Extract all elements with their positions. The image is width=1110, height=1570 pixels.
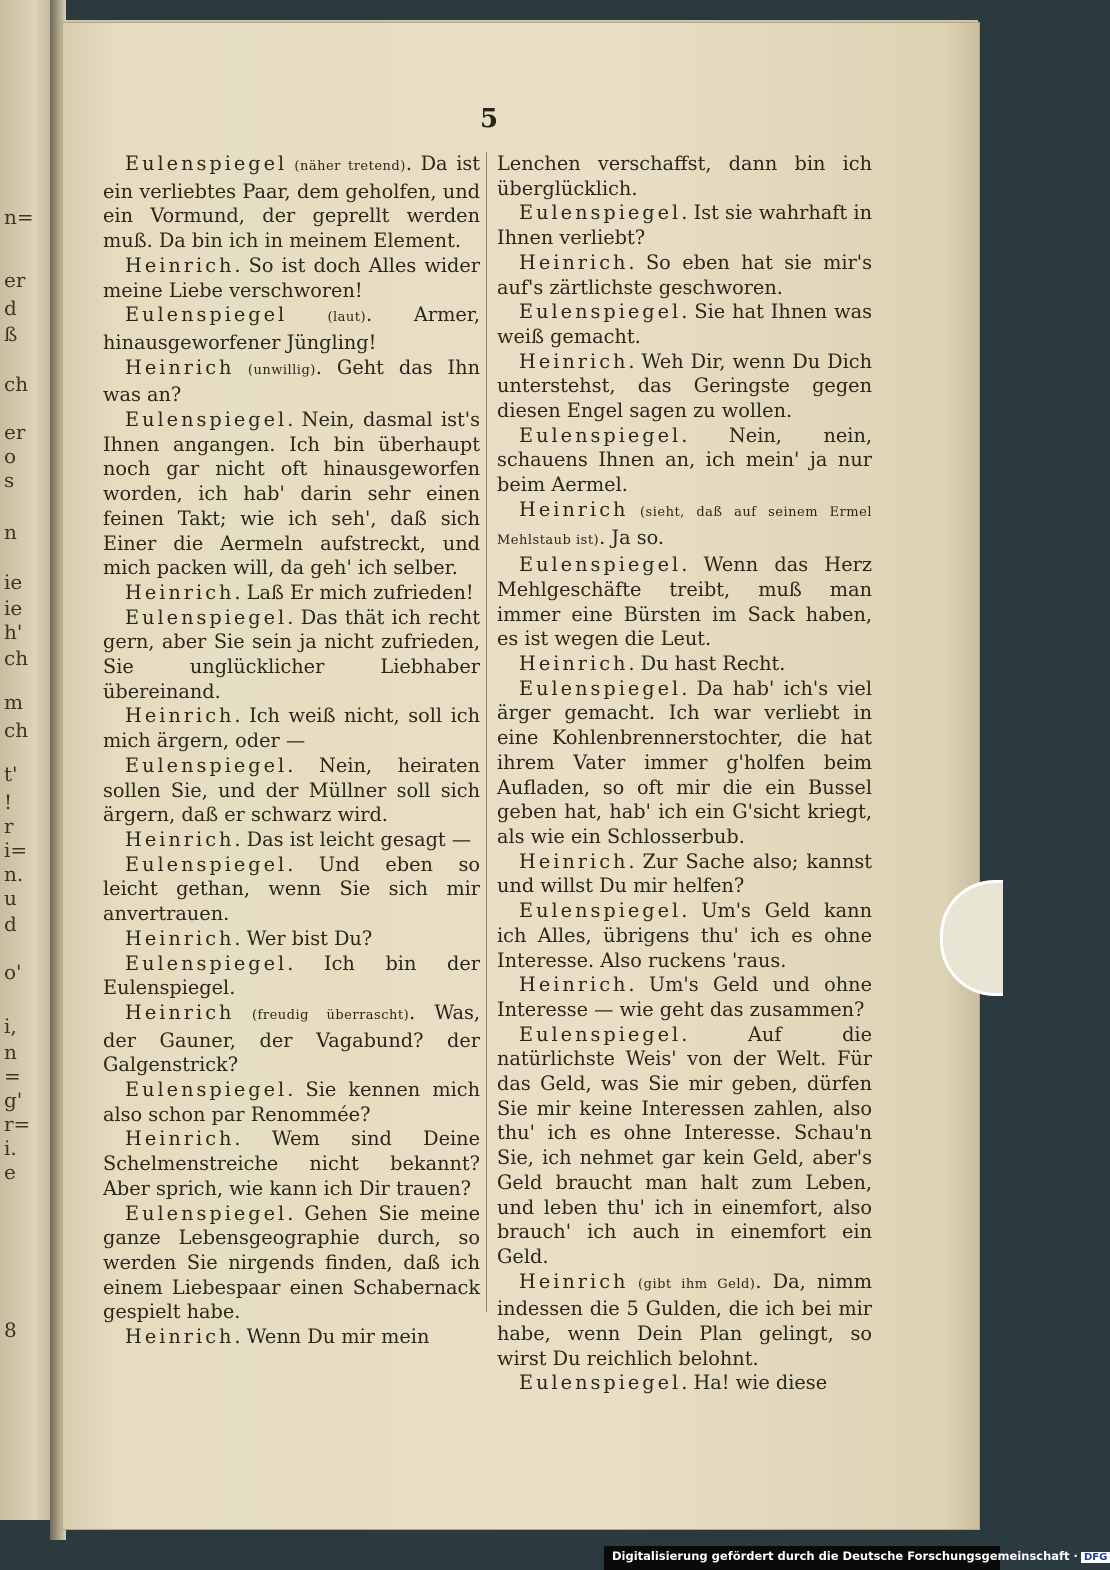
previous-page-fragment: ch [4,372,29,396]
dialogue-paragraph [103,581,480,606]
dialogue-paragraph [497,1270,872,1372]
dialogue-paragraph [497,899,872,973]
previous-page-fragment: r= [4,1112,31,1136]
previous-page-fragment: o [4,444,17,468]
previous-page-fragment: = [4,1064,21,1088]
previous-page-fragment: u [4,886,17,910]
previous-page-fragment: er [4,420,26,444]
page-number: 5 [480,104,499,134]
speaker-name: Heinrich [125,1000,235,1024]
speaker-name: Eulenspiegel [125,1078,288,1102]
dialogue-text: . Da hab' ich's viel ärger gemacht. Ich war verliebt in eine Kohlenbrennerstochter, die hat ihrem Vater immer g'holfen beim Aufladen, so oft mir die ein Bussel geben hat, hab' ich ein G'sicht kriegt, als wie ein Schlosserbub. [497,676,872,848]
previous-page-fragment: h' [4,620,23,644]
dialogue-text: . Armer, hinausgeworfener Jüngling! [103,303,480,354]
dialogue-paragraph [103,1325,480,1350]
dialogue-text: . Sie kennen mich also schon par Renommée? [103,1078,480,1126]
dialogue-text: . Weh Dir, wenn Du Dich unterstehst, das Geringste gegen diesen Engel sagen zu wollen. [497,349,872,423]
dialogue-text: . Das thät ich recht gern, aber Sie sein ja nicht zufrieden, Sie unglücklicher Liebhaber übereinand. [103,605,480,703]
dialogue-text: . Nein, nein, schauens Ihnen an, ich mein' ja nur beim Aermel. [497,423,872,497]
speaker-name: Eulenspiegel [125,753,288,777]
dialogue-paragraph [103,152,480,254]
speaker-name: Eulenspiegel [125,303,288,327]
dialogue-paragraph [497,152,872,201]
dialogue-paragraph [497,251,872,300]
dialogue-text: . So eben hat sie mir's auf's zärtlichste geschworen. [497,250,872,299]
previous-page-fragment: ie [4,570,23,594]
dialogue-text: . Wenn das Herz Mehlgeschäfte treibt, muß man immer eine Bürsten im Sack haben, es ist wegen die Leut. [497,553,872,651]
right-text-column [497,152,872,1396]
dialogue-text: . Da, nimm indessen die 5 Gulden, die ich bei mir habe, wenn Dein Plan gelingt, so wirst Du reichlich belohnt. [497,1269,872,1370]
dialogue-paragraph [103,828,480,853]
stage-direction: (laut) [287,310,367,326]
previous-page-fragment: n [4,520,17,544]
funding-notice [612,1549,1110,1563]
left-text-column [103,152,480,1350]
dialogue-text: . So ist doch Alles wider meine Liebe verschworen! [103,253,480,302]
stage-direction: (näher tretend) [287,159,406,174]
speaker-name: Heinrich [125,1127,235,1151]
dialogue-text: . Auf die natürlichste Weis' von der Welt. Für das Geld, was Sie mir geben, dürfen Sie mir keine Interessen zahlen, also thu' ich es ohne Interesse. Schau'n Sie, ich nehmet gar kein Geld, aber's Geld braucht man halt zum Leben, und leben thu' ich in einemfort, also brauch' ich auch in einemfort ein Geld. [497,1022,872,1268]
dialogue-paragraph [497,677,872,850]
stage-direction: (sieht, daß auf seinem Ermel Mehlstaub ist) [497,504,872,548]
dialogue-paragraph [103,704,480,753]
dialogue-text: . Du hast Recht. [628,652,786,676]
previous-page-fragment: n. [4,862,24,886]
speaker-name: Eulenspiegel [519,423,682,447]
speaker-name: Eulenspiegel [519,300,682,324]
previous-page-fragment: i= [4,838,28,862]
speaker-name: Heinrich [519,849,629,873]
speaker-name: Heinrich [125,580,235,604]
previous-page-fragment: ch [4,646,29,670]
previous-page-fragment: r [4,814,14,838]
dialogue-paragraph [497,1023,872,1270]
dialogue-paragraph [497,350,872,424]
speaker-name: Heinrich [519,349,629,373]
funding-notice-text: Digitalisierung gefördert durch die Deutsche Forschungsgemeinschaft · [612,1549,1078,1563]
dialogue-paragraph [497,973,872,1022]
dialogue-text: . Da ist ein verliebtes Paar, dem geholfen, und ein Vormund, der geprellt werden muß. Da bin ich in meinem Element. [103,152,481,253]
dialogue-paragraph [103,254,480,303]
dialogue-paragraph [103,754,480,828]
dialogue-paragraph [103,927,480,952]
dialogue-text: . Geht das Ihn was an? [103,355,480,407]
previous-page-fragment: ß [4,322,18,346]
dialogue-paragraph [497,553,872,652]
stage-direction: (unwillig) [234,362,316,378]
dialogue-text: . Wer bist Du? [234,926,373,950]
dfg-logo: DFG [1081,1552,1110,1563]
column-divider [486,152,487,1312]
speaker-name: Heinrich [125,704,235,728]
dialogue-paragraph [103,356,480,408]
dialogue-text: . Und eben so leicht gethan, wenn Sie sich mir anvertrauen. [103,852,480,926]
dialogue-text: . Laß Er mich zufrieden! [234,580,474,604]
dialogue-paragraph [103,952,480,1001]
dialogue-paragraph [103,606,480,705]
previous-page-fragment: er [4,268,26,292]
dialogue-text: . Um's Geld kann ich Alles, übrigens thu' ich es ohne Interesse. Also ruckens 'raus. [497,899,872,972]
previous-page-fragment: n [4,1040,17,1064]
speaker-name: Eulenspiegel [519,899,682,923]
speaker-name: Heinrich [519,250,629,274]
dialogue-paragraph [103,408,480,581]
speaker-name: Eulenspiegel [519,201,682,225]
dialogue-paragraph [103,1202,480,1326]
previous-page-fragment: n= [4,205,34,229]
dialogue-text: . Gehen Sie meine ganze Lebensgeographie durch, so werden Sie nirgends finden, daß ich einem Liebespaar einen Schabernack gespielt habe. [103,1201,480,1324]
dialogue-text: . Nein, dasmal ist's Ihnen angangen. Ich bin überhaupt noch gar nicht oft hinausgeworfen worden, ich hab' darin sehr einen feinen Takt; wie ich seh', daß sich Einer die Aermeln aufstreckt, und mich packen will, da geh' ich selber. [103,408,480,580]
dialogue-text: . Um's Geld und ohne Interesse — wie geht das zusammen? [497,973,872,1021]
speaker-name: Eulenspiegel [125,408,288,432]
dialogue-text: Lenchen verschaffst, dann bin ich überglücklich. [497,152,872,200]
stage-direction: (gibt ihm Geld) [628,1276,756,1292]
dialogue-paragraph [103,1127,480,1201]
dialogue-text: . Ist sie wahrhaft in Ihnen verliebt? [497,201,872,250]
speaker-name: Eulenspiegel [519,676,682,700]
speaker-name: Heinrich [125,827,235,851]
speaker-name: Eulenspiegel [125,951,288,975]
dialogue-paragraph [103,853,480,927]
speaker-name: Heinrich [125,355,235,379]
previous-page-fragment: i. [4,1136,17,1160]
speaker-name: Eulenspiegel [125,605,288,629]
dialogue-text: . Zur Sache also; kannst und willst Du mir helfen? [497,849,872,898]
previous-page-fragment: s [4,468,15,492]
dialogue-text: . Ich bin der Eulenspiegel. [103,951,480,1000]
dialogue-paragraph [497,850,872,899]
dialogue-paragraph [497,1371,872,1396]
previous-page-fragment: ch [4,718,29,742]
dialogue-paragraph [497,498,872,553]
speaker-name: Heinrich [519,973,629,997]
previous-page-fragment: m [4,690,23,714]
dialogue-text: . Wenn Du mir mein [234,1325,430,1349]
previous-page-fragment: ie [4,596,23,620]
dialogue-paragraph [103,1001,480,1078]
speaker-name: Eulenspiegel [125,152,288,175]
dialogue-paragraph [103,303,480,355]
dialogue-text: . Was, der Gauner, der Vagabund? der Galgenstrick? [103,1000,481,1077]
stage-direction: (freudig überrascht) [234,1007,410,1023]
dialogue-text: . Das ist leicht gesagt — [234,827,472,851]
dialogue-text: . Ich weiß nicht, soll ich mich ärgern, oder — [103,704,480,753]
previous-page-fragment: d [4,912,17,936]
previous-page-fragment: g' [4,1088,23,1112]
speaker-name: Eulenspiegel [519,1022,682,1046]
previous-page-fragment: i, [4,1014,17,1038]
dialogue-paragraph [497,300,872,349]
previous-page-fragment: ! [4,790,13,814]
speaker-name: Eulenspiegel [125,852,288,876]
previous-page-fragment: e [4,1160,16,1184]
dialogue-text: . Nein, heiraten sollen Sie, und der Müllner soll sich ärgern, daß er schwarz wird. [103,753,480,827]
speaker-name: Eulenspiegel [125,1201,288,1225]
speaker-name: Heinrich [519,497,629,521]
previous-page-fragment: t' [4,762,18,786]
previous-page-fragment: 8 [4,1318,17,1342]
speaker-name: Heinrich [125,253,235,277]
speaker-name: Heinrich [519,652,629,676]
speaker-name: Heinrich [125,1325,235,1349]
speaker-name: Eulenspiegel [519,1371,682,1395]
dialogue-paragraph [497,424,872,498]
dialogue-text: . Ha! wie diese [681,1371,828,1395]
previous-page-fragment: o' [4,960,22,984]
speaker-name: Heinrich [519,1269,629,1293]
speaker-name: Eulenspiegel [519,553,682,577]
dialogue-text: . Wem sind Deine Schelmenstreiche nicht bekannt? Aber sprich, wie kann ich Dir trauen? [103,1127,480,1200]
dialogue-paragraph [497,201,872,250]
dialogue-paragraph [497,652,872,677]
dialogue-paragraph [103,1078,480,1127]
dialogue-text: . Sie hat Ihnen was weiß gemacht. [497,300,872,348]
dialogue-text: . Ja so. [599,525,665,549]
previous-page-fragment: d [4,296,17,320]
speaker-name: Heinrich [125,926,235,950]
